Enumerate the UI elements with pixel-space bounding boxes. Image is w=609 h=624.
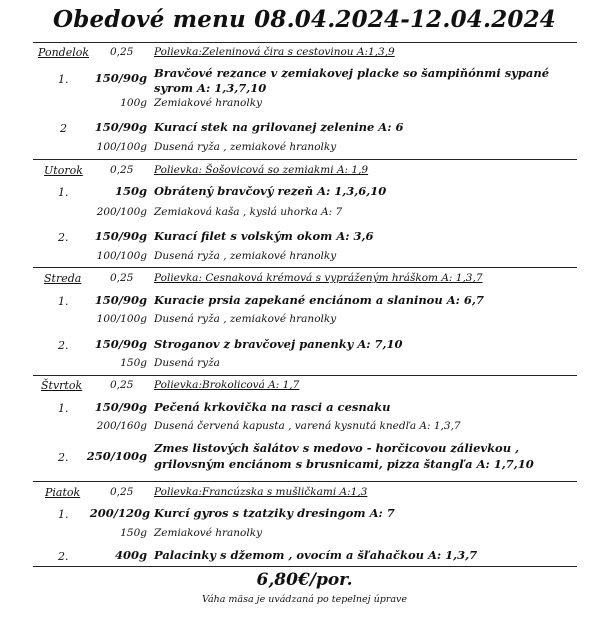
side-weight: 100/100g [96,313,147,325]
day-name-pondelok: Pondelok [38,46,90,59]
side-weight: 150g [120,357,147,369]
meal-weight: 150/90g [94,71,147,85]
meal-number: 1. [58,295,69,308]
side-weight: 100g [120,97,147,109]
soup-weight: 0,25 [110,164,134,176]
side-dish: Zemiakové hranolky [154,527,263,539]
meal-dish: Kuracie prsia zapekané enciánom a slaninou A: 6,7 [154,293,484,307]
meal-weight: 150/90g [94,229,147,243]
divider [33,566,577,567]
soup-name: Polievka:Zeleninová čira s cestovinou A:1,3,9 [154,46,395,58]
meal-number: 1. [58,186,69,199]
meal-weight: 150/90g [94,400,147,414]
meal-dish: Bravčové rezance v zemiakovej placke so šampiňónmi sypané [154,66,550,80]
meal-dish: Kurací stek na grilovanej zelenine A: 6 [154,120,404,134]
side-dish: Dusená ryža , zemiakové hranolky [154,250,337,262]
meal-number: 2. [58,451,69,464]
meal-dish: Zmes listových šalátov s medovo - horčicovou zálievkou , [154,441,520,455]
soup-weight: 0,25 [110,46,134,58]
divider [33,267,577,268]
meal-dish-line2: grilovsným enciánom s brusnicami, pizza štangľa A: 1,7,10 [154,457,534,471]
soup-name: Polievka:Francúzska s mušličkami A:1,3 [154,486,368,498]
meal-dish: Stroganov z bravčovej panenky A: 7,10 [154,337,403,351]
meal-number: 2. [58,231,69,244]
meal-weight: 400g [114,548,147,562]
meal-dish: Kurací filet s volským okom A: 3,6 [154,229,374,243]
meal-number: 1. [58,508,69,521]
menu-title: Obedové menu 08.04.2024-12.04.2024 [52,6,557,33]
divider [33,42,577,43]
day-name-stvrtok: Štvrtok [41,379,83,392]
meal-dish: Obrátený bravčový rezeň A: 1,3,6,10 [154,184,387,198]
meal-weight: 150g [114,184,147,198]
divider [33,375,577,376]
meal-dish: Palacinky s džemom , ovocím a šľahačkou A: 1,3,7 [154,548,478,562]
side-weight: 200/100g [96,206,147,218]
side-weight: 200/160g [96,420,147,432]
day-name-streda: Streda [44,272,82,285]
side-dish: Dusená ryža [154,357,220,369]
price-per-portion: 6,80€/por. [256,570,353,590]
side-dish: Zemiaková kaša , kyslá uhorka A: 7 [154,206,343,218]
meal-weight: 200/120g [89,506,150,520]
side-weight: 100/100g [96,141,147,153]
day-name-piatok: Piatok [45,486,81,499]
soup-weight: 0,25 [110,379,134,391]
meal-weight: 150/90g [94,337,147,351]
divider [33,481,577,482]
meal-dish: Kurcí gyros s tzatziky dresingom A: 7 [154,506,395,520]
meal-number: 2. [58,550,69,563]
soup-weight: 0,25 [110,486,134,498]
side-weight: 100/100g [96,250,147,262]
meal-weight: 150/90g [94,293,147,307]
day-name-utorok: Utorok [44,164,83,177]
soup-name: Polievka:Brokolicová A: 1,7 [154,379,300,391]
side-weight: 150g [120,527,147,539]
side-dish: Dusená ryža , zemiakové hranolky [154,141,337,153]
soup-name: Polievka: Cesnaková krémová s vypráženým hráškom A: 1,3,7 [154,272,483,284]
side-dish: Dusená ryža , zemiakové hranolky [154,313,337,325]
soup-weight: 0,25 [110,272,134,284]
meal-number: 2. [58,339,69,352]
soup-name: Polievka: Šošovicová so zemiakmi A: 1,9 [154,164,369,176]
side-dish: Zemiakové hranolky [154,97,263,109]
meal-number: 1. [58,402,69,415]
divider [33,159,577,160]
meal-dish-line2: syrom A: 1,3,7,10 [154,81,267,95]
meal-number: 1. [58,73,69,86]
side-dish: Dusená červená kapusta , varená kysnutá knedľa A: 1,3,7 [154,420,461,432]
meal-dish: Pečená krkovička na rasci a cesnaku [154,400,391,414]
weight-note: Váha mäsa je uvádzaná po tepelnej úprave [201,594,408,605]
meal-weight: 150/90g [94,120,147,134]
meal-number: 2 [60,122,67,135]
meal-weight: 250/100g [86,449,147,463]
